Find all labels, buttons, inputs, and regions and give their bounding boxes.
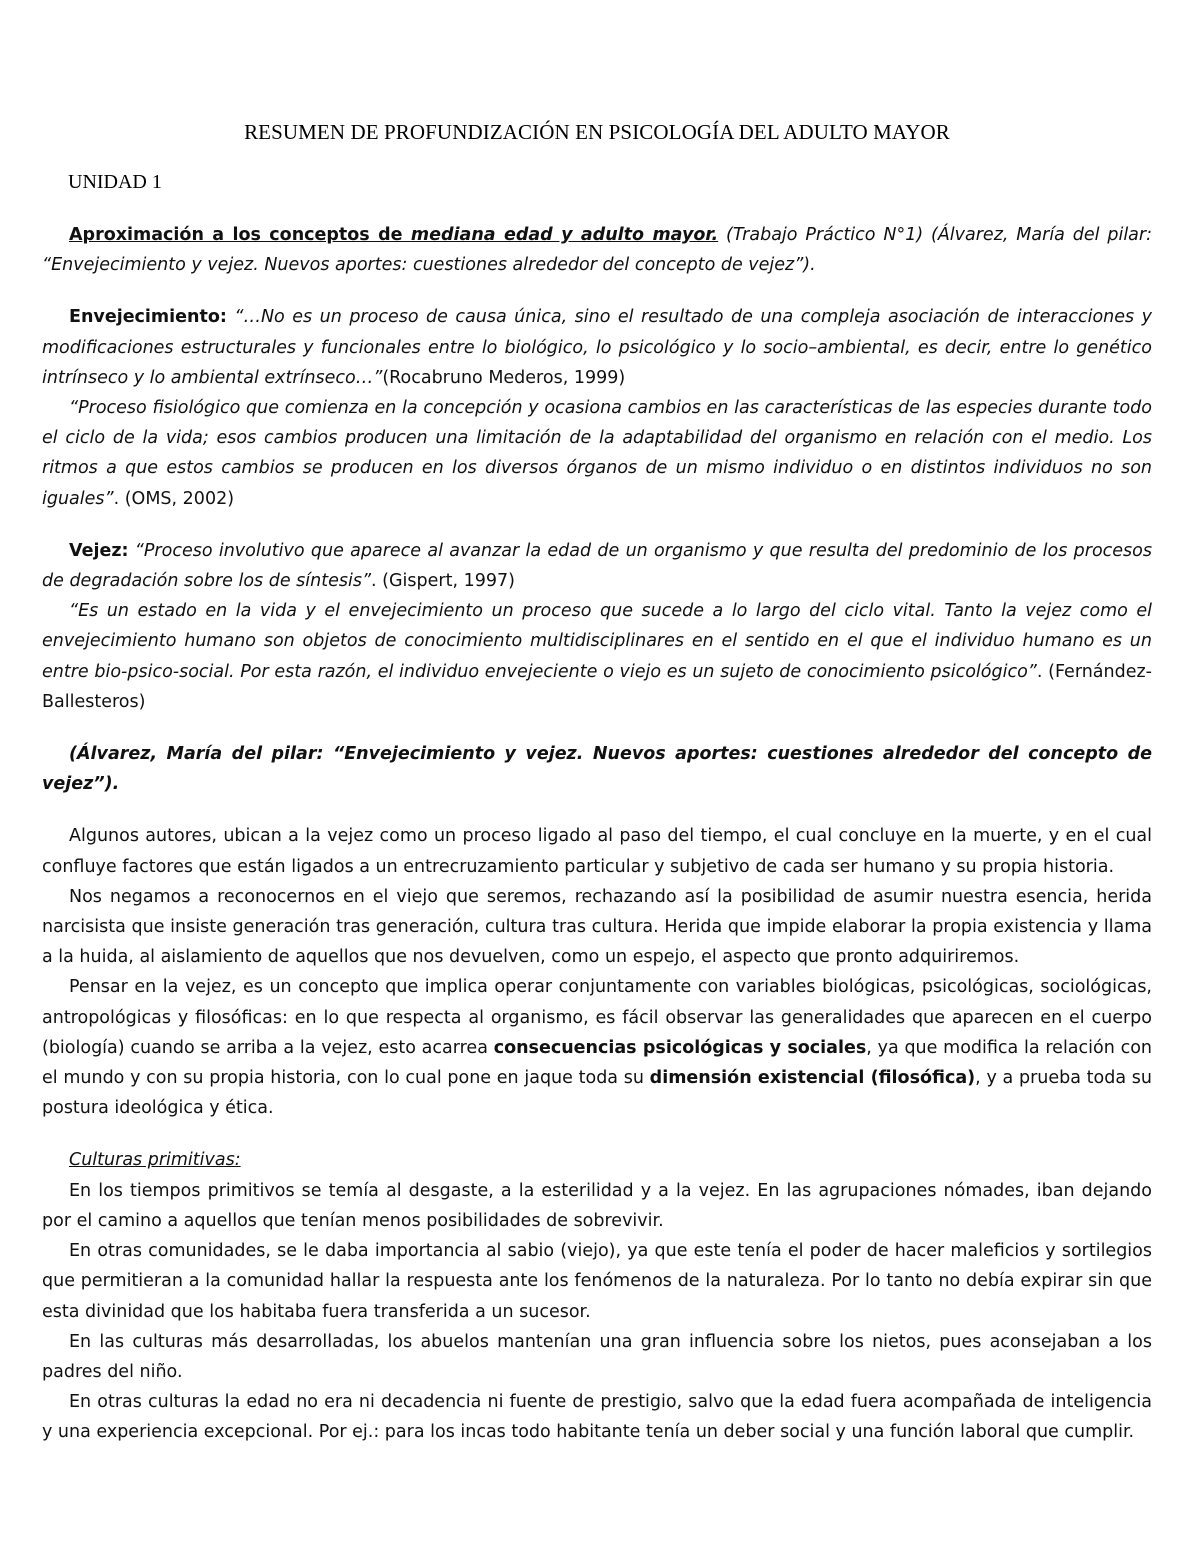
paragraph-nos-negamos: Nos negamos a reconocernos en el viejo que seremos, rechazando así la posibilidad de asumir nuestra esencia, herida narcisista que insiste generación tras generación, cultura tras cultura. Herida que impide elaborar la propia existencia y llama a la huida, al aislamiento de aquellos que nos devuelven, como un espejo, el aspecto que pronto adquiriremos. bbox=[42, 886, 1152, 968]
paragraph-envejecimiento-oms bbox=[42, 393, 1152, 514]
section-heading-text: Aproximación a los conceptos de bbox=[69, 225, 411, 245]
citation-fernandez: . (Fernández-Ballesteros) bbox=[42, 661, 1152, 712]
section-heading-reference: (Trabajo Práctico N°1) (Álvarez, María del pilar: “Envejecimiento y vejez. Nuevos aportes: cuestiones alrededor del concepto de vejez”). bbox=[42, 225, 1152, 276]
section-heading-emphasis: mediana edad y adulto mayor. bbox=[410, 225, 719, 245]
paragraph-envejecimiento-def bbox=[42, 302, 1152, 393]
paragraph-culturas-desarrolladas: En las culturas más desarrolladas, los abuelos mantenían una gran influencia sobre los nietos, pues aconsejaban a los padres del niño. bbox=[42, 1331, 1152, 1382]
paragraph-vejez-fernandez bbox=[42, 596, 1152, 717]
citation-rocabruno: (Rocabruno Mederos, 1999) bbox=[382, 367, 626, 388]
paragraph-otras-culturas: En otras culturas la edad no era ni decadencia ni fuente de prestigio, salvo que la edad fuera acompañada de inteligencia y una experiencia excepcional. Por ej.: para los incas todo habitante tenía un deber social y una función laboral que cumplir. bbox=[42, 1392, 1152, 1443]
paragraph-vejez-def bbox=[42, 536, 1152, 596]
term-envejecimiento: Envejecimiento: bbox=[69, 307, 227, 328]
paragraph-autores: Algunos autores, ubican a la vejez como un proceso ligado al paso del tiempo, el cual concluye en la muerte, y en el cual confluye factores que están ligados a un entrecruzamiento particular y subjetivo de cada ser humano y su propia historia. bbox=[42, 826, 1152, 877]
term-vejez: Vejez: bbox=[69, 540, 129, 561]
document-title: RESUMEN DE PROFUNDIZACIÓN EN PSICOLOGÍA DEL ADULTO MAYOR bbox=[244, 120, 950, 144]
quote-vejez-2: “Es un estado en la vida y el envejecimiento un proceso que sucede a lo largo del ciclo vital. Tanto la vejez como el envejecimiento humano son objetos de conocimiento multidisciplinares en el sentido en el que el individuo humano es un entre bio-psico-social. Por esta razón, el individuo envejeciente o viejo es un sujeto de conocimiento psicológico” bbox=[42, 601, 1152, 682]
emphasis-dimension: dimensión existencial (filosófica) bbox=[649, 1068, 976, 1089]
paragraph-pensar-text-1: Pensar en la vejez, es un concepto que implica operar conjuntamente con variables biológicas, psicológicas, sociológicas, antropológicas y filosóficas: en lo que respecta al organismo, es fácil observar las generalidades que aparecen en el cuerpo (biología) cuando se arriba a la vejez, esto acarrea bbox=[42, 977, 1152, 1058]
quote-vejez-1: “Proceso involutivo que aparece al avanzar la edad de un organismo y que resulta del predominio de los procesos de degradación sobre los de síntesis” bbox=[42, 540, 1152, 592]
quote-envejecimiento-1: “…No es un proceso de causa única, sino el resultado de una compleja asociación de interacciones y modificaciones estructurales y funcionales entre lo biológico, lo psicológico y lo socio–ambiental, es decir, entre lo genético intrínseco y lo ambiental extrínseco…” bbox=[42, 307, 1152, 388]
subheading-culturas-text: Culturas primitivas: bbox=[69, 1150, 241, 1171]
emphasis-consecuencias: consecuencias psicológicas y sociales bbox=[493, 1037, 867, 1058]
subheading-culturas bbox=[42, 1145, 1152, 1175]
section-heading-alvarez-text: (Álvarez, María del pilar: “Envejecimiento y vejez. Nuevos aportes: cuestiones alrededor del concepto de vejez”). bbox=[42, 744, 1152, 795]
unit-heading: UNIDAD 1 bbox=[68, 171, 162, 193]
citation-gispert: . (Gispert, 1997) bbox=[371, 571, 515, 592]
paragraph-otras-comunidades: En otras comunidades, se le daba importancia al sabio (viejo), ya que este tenía el poder de hacer maleficios y sortilegios que permitieran a la comunidad hallar la respuesta ante los fenómenos de la naturaleza. Por lo tanto no debía expirar sin que esta divinidad que los habitaba fuera transferida a un sucesor. bbox=[42, 1241, 1152, 1322]
citation-oms: . (OMS, 2002) bbox=[113, 488, 235, 509]
paragraph-tiempos-primitivos: En los tiempos primitivos se temía al desgaste, a la esterilidad y a la vejez. En las agrupaciones nómades, iban dejando por el camino a aquellos que tenían menos posibilidades de sobrevivir. bbox=[42, 1180, 1152, 1231]
quote-envejecimiento-2: “Proceso fisiológico que comienza en la concepción y ocasiona cambios en las características de las especies durante todo el ciclo de la vida; esos cambios producen una limitación de la adaptabilidad del organismo en relación con el medio. Los ritmos a que estos cambios se producen en los diversos órganos de un mismo individuo o en distintos individuos no son iguales” bbox=[42, 398, 1152, 509]
paragraph-pensar-text-2: , ya que modifica la relación con el mundo y con su propia historia, con lo cual pone en jaque toda su bbox=[42, 1037, 1152, 1089]
paragraph-pensar-vejez bbox=[42, 972, 1152, 1123]
paragraph-pensar-text-3: , y a prueba toda su postura ideológica y ética. bbox=[42, 1068, 1152, 1119]
section-heading-alvarez bbox=[42, 739, 1152, 799]
section-heading-aproximacion bbox=[42, 220, 1152, 280]
